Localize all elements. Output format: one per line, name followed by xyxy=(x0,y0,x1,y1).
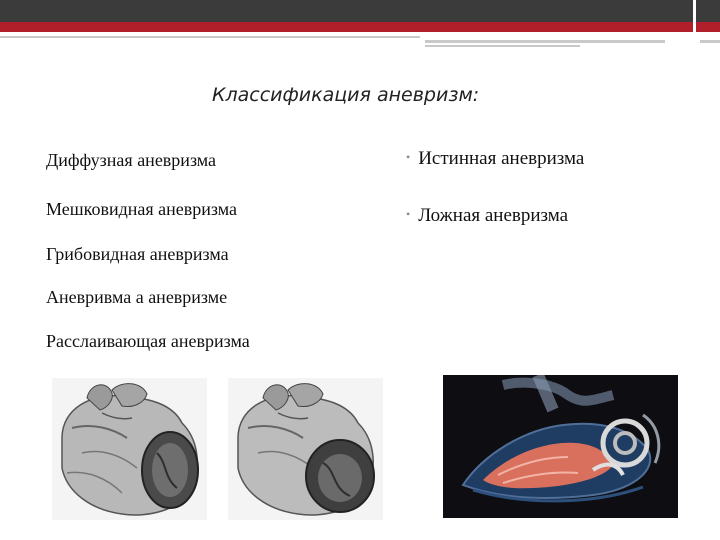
false-aneurysm-section-image xyxy=(443,375,678,518)
top-red-band xyxy=(0,22,720,32)
bullet-item-label: Ложная аневризма xyxy=(418,205,569,226)
bullet-icon: • xyxy=(406,207,411,221)
bullet-icon: • xyxy=(406,150,411,164)
slide-title: Классификация аневризм: xyxy=(212,84,480,106)
top-dark-band xyxy=(0,0,720,22)
list-item: Аневривма а аневризме xyxy=(46,287,228,307)
list-item: Мешковидная аневризма xyxy=(46,199,237,219)
bullet-item xyxy=(406,148,584,170)
decor-line xyxy=(425,45,580,47)
decor-line xyxy=(0,36,420,38)
list-item: Расслаивающая аневризма xyxy=(46,331,250,351)
list-item: Диффузная аневризма xyxy=(46,150,217,170)
heart-aneurysm-illustration xyxy=(52,378,207,520)
band-divider xyxy=(693,0,696,32)
heart-aneurysm-illustration xyxy=(228,378,383,520)
bullet-item-label: Истинная аневризма xyxy=(418,148,585,169)
bullet-item xyxy=(406,205,568,227)
list-item: Грибовидная аневризма xyxy=(46,244,229,264)
decor-line xyxy=(700,40,720,43)
decor-line xyxy=(425,40,665,43)
top-decoration-bar xyxy=(0,0,720,30)
